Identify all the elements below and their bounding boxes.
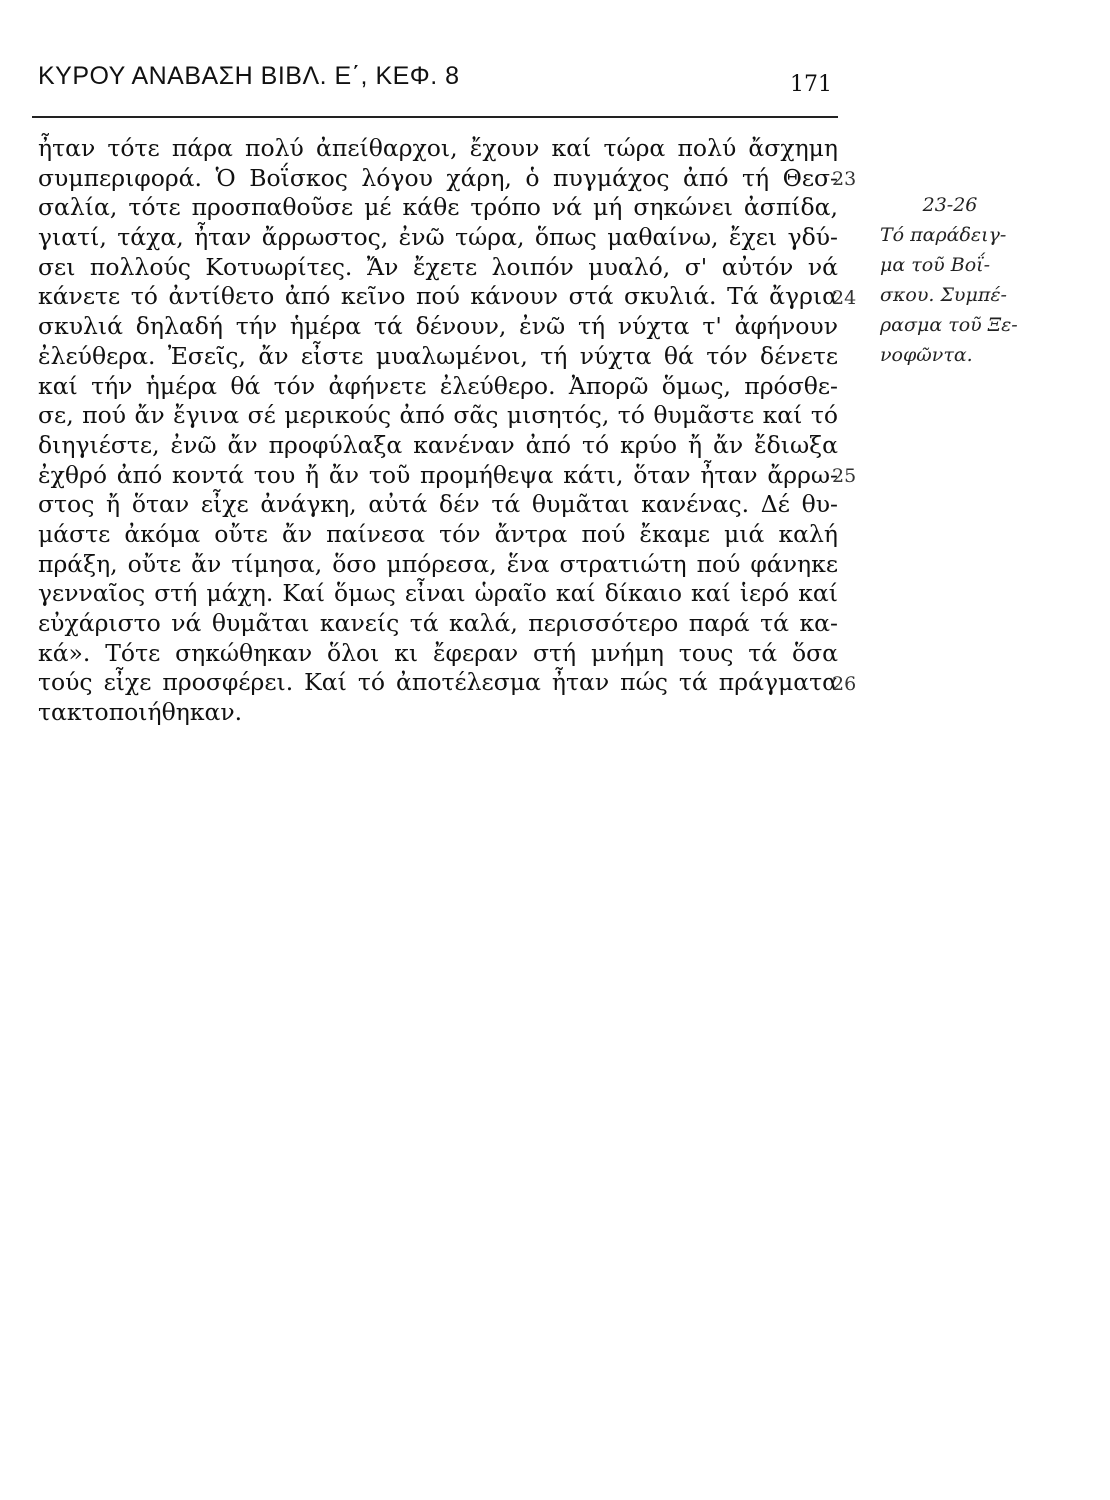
text-line: καί τήν ἡμέρα θά τόν ἀφήνετε ἐλεύθερο. Ἀπορῶ ὅμως, πρόσθε- (38, 371, 838, 400)
text-line: τούς εἶχε προσφέρει. Καί τό ἀποτέλεσμα ἦταν πώς τά πράγματα (38, 668, 838, 697)
text-line: κά». Τότε σηκώθηκαν ὅλοι κι ἔφεραν στή μνήμη τους τά ὅσα (38, 638, 838, 667)
text-line: σε, πού ἄν ἔγινα σέ μερικούς ἀπό σᾶς μισητός, τό θυμᾶστε καί τό (38, 401, 838, 430)
text-line: σει πολλούς Κοτυωρίτες. Ἄν ἔχετε λοιπόν μυαλό, σ' αὐτόν νά (38, 252, 838, 281)
verse-number: 23 (832, 168, 857, 190)
margin-note-range: 23-26 (922, 194, 978, 216)
text-line: γιατί, τάχα, ἦταν ἄρρωστος, ἐνῶ τώρα, ὅπως μαθαίνω, ἔχει γδύ- (38, 223, 838, 252)
running-head: ΚΥΡΟΥ ΑΝΑΒΑΣΗ ΒΙΒΛ. Ε΄, ΚΕΦ. 8 (38, 62, 460, 90)
text-line: μάστε ἀκόμα οὔτε ἄν παίνεσα τόν ἄντρα πού ἔκαμε μιά καλή (38, 519, 838, 548)
page-header (38, 62, 848, 102)
margin-note-line: σκου. Συμπέ- (880, 284, 1007, 306)
verse-number: 24 (832, 287, 857, 309)
text-line: διηγιέστε, ἐνῶ ἄν προφύλαξα κανέναν ἀπό τό κρύο ἤ ἄν ἔδιωξα (38, 430, 838, 459)
text-line: εὐχάριστο νά θυμᾶται κανείς τά καλά, περισσότερο παρά τά κα- (38, 609, 838, 637)
text-line: πράξη, οὔτε ἄν τίμησα, ὅσο μπόρεσα, ἕνα στρατιώτη πού φάνηκε (38, 549, 838, 578)
verse-number: 26 (832, 673, 857, 695)
text-line: ἐλεύθερα. Ἐσεῖς, ἄν εἶστε μυαλωμένοι, τή νύχτα θά τόν δένετε (38, 341, 838, 370)
header-rule (32, 116, 838, 118)
verse-number: 25 (832, 465, 857, 487)
main-text (38, 134, 838, 728)
page-number: 171 (790, 72, 832, 97)
text-line: σαλία, τότε προσπαθοῦσε μέ κάθε τρόπο νά μή σηκώνει ἀσπίδα, (38, 193, 838, 222)
text-line: κάνετε τό ἀντίθετο ἀπό κεῖνο πού κάνουν στά σκυλιά. Τά ἄγρια (38, 282, 838, 311)
margin-note-line: μα τοῦ Βοΐ- (880, 254, 991, 276)
margin-note-line: ρασμα τοῦ Ξε- (880, 314, 1018, 336)
text-line: σκυλιά δηλαδή τήν ἡμέρα τά δένουν, ἐνῶ τή νύχτα τ' ἀφήνουν (38, 312, 838, 341)
text-line: ἐχθρό ἀπό κοντά του ἤ ἄν τοῦ προμήθεψα κάτι, ὅταν ἦταν ἄρρω- (38, 460, 838, 489)
text-line: στος ἤ ὅταν εἶχε ἀνάγκη, αὐτά δέν τά θυμᾶται κανένας. Δέ θυ- (38, 490, 838, 519)
text-line: γενναῖος στή μάχη. Καί ὅμως εἶναι ὡραῖο καί δίκαιο καί ἱερό καί (38, 579, 838, 608)
margin-note-line: νοφῶντα. (880, 344, 973, 366)
margin-note (880, 190, 1020, 370)
text-line: ἦταν τότε πάρα πολύ ἀπείθαρχοι, ἔχουν καί τώρα πολύ ἄσχημη (38, 134, 838, 162)
margin-note-line: Τό παράδειγ- (880, 224, 1007, 246)
text-line: τακτοποιήθηκαν. (38, 698, 243, 727)
text-line: συμπεριφορά. Ὁ Βοΐσκος λόγου χάρη, ὁ πυγμάχος ἀπό τή Θεσ- (38, 163, 838, 192)
